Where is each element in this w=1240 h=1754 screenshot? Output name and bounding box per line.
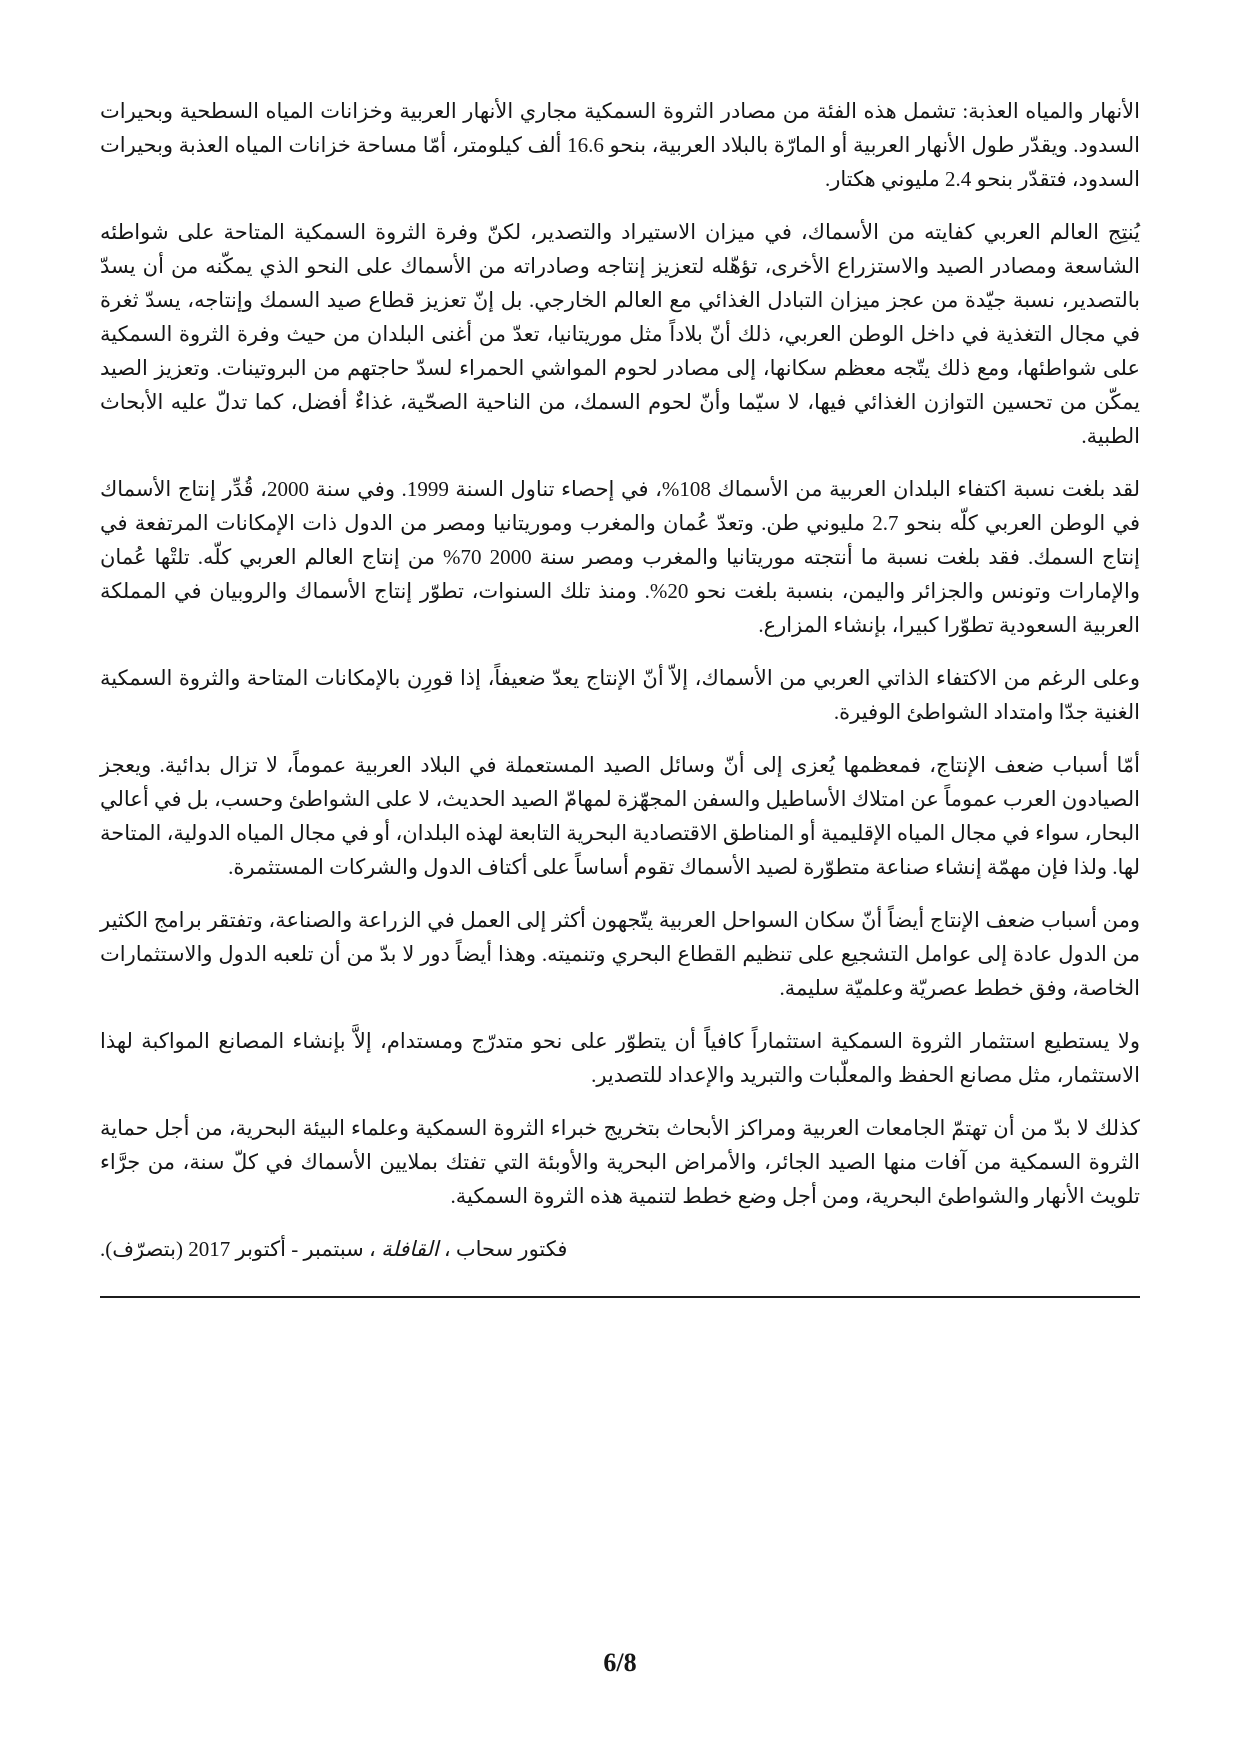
attribution-source-title: القافلة [381,1237,439,1261]
attribution-author: فكتور سحاب ، [438,1237,568,1261]
body-paragraph: يُنتِج العالم العربي كفايته من الأسماك، في ميزان الاستيراد والتصدير، لكنّ وفرة الثروة السمكية المتاحة على شواطئه الشاسعة ومصادر الصيد والاستزراع الأخرى، تؤهّله لتعزيز إنتاجه وصادراته من الأسماك على النحو الذي يمكّنه من أن يسدّ بالتصدير، نسبة جيّدة من عجز ميزان التبادل الغذائي مع العالم الخارجي. بل إنّ تعزيز قطاع صيد السمك وإنتاجه، يسدّ ثغرة في مجال التغذية في داخل الوطن العربي، ذلك أنّ بلاداً مثل موريتانيا، تعدّ من أغنى البلدان من حيث وفرة الثروة السمكية على شواطئها، ومع ذلك يتّجه معظم سكانها، إلى مصادر لحوم المواشي الحمراء لسدّ حاجتهم من البروتينات. وتعزيز الصيد يمكّن من تحسين التوازن الغذائي فيها، لا سيّما وأنّ لحوم السمك، من الناحية الصحّية، غذاءٌ أفضل، كما تدلّ عليه الأبحاث الطبية. [100,220,1140,448]
body-paragraph: ولا يستطيع استثمار الثروة السمكية استثماراً كافياً أن يتطوّر على نحو متدرّج ومستدام، إلاَّ بإنشاء المصانع المواكبة لهذا الاستثمار، مثل مصانع الحفظ والمعلّبات والتبريد والإعداد للتصدير. [100,1029,1141,1087]
body-paragraph: الأنهار والمياه العذبة: تشمل هذه الفئة من مصادر الثروة السمكية مجاري الأنهار العربية وخزانات المياه السطحية وبحيرات السدود. ويقدّر طول الأنهار العربية أو المارّة بالبلاد العربية، بنحو 16.6 ألف كيلومتر، أمّا مساحة خزانات المياه العذبة وبحيرات السدود، فتقدّر بنحو 2.4 مليوني هكتار. [100,99,1140,191]
attribution-date: ، سبتمبر - أكتوبر 2017 (بتصرّف). [100,1237,382,1261]
page-number: 6/8 [603,1648,637,1677]
body-paragraph: كذلك لا بدّ من أن تهتمّ الجامعات العربية ومراكز الأبحاث بتخريج خبراء الثروة السمكية وعلماء البيئة البحرية، من أجل حماية الثروة السمكية من آفات منها الصيد الجائر، والأمراض البحرية والأوبئة التي تفتك بملايين الأسماك في كلّ سنة، من جرَّاء تلويث الأنهار والشواطئ البحرية، ومن أجل وضع خطط لتنمية هذه الثروة السمكية. [100,1116,1140,1208]
body-paragraph: ومن أسباب ضعف الإنتاج أيضاً أنّ سكان السواحل العربية يتّجهون أكثر إلى العمل في الزراعة والصناعة، وتفتقر برامج الكثير من الدول عادة إلى عوامل التشجيع على تنظيم القطاع البحري وتنميته. وهذا أيضاً دور لا بدّ من أن تلعبه الدول والاستثمارات الخاصة، وفق خطط عصريّة وعلميّة سليمة. [100,908,1140,1000]
page-footer [0,1648,1240,1678]
footnote-divider [100,1296,1140,1298]
body-paragraph: وعلى الرغم من الاكتفاء الذاتي العربي من الأسماك، إلاّ أنّ الإنتاج يعدّ ضعيفاً، إذا قورِن بالإمكانات المتاحة والثروة السمكية الغنية جدّا وامتداد الشواطئ الوفيرة. [100,666,1140,724]
article-body [100,94,1140,1298]
body-paragraph: لقد بلغت نسبة اكتفاء البلدان العربية من الأسماك 108%، في إحصاء تناول السنة 1999. وفي سنة 2000، قُدِّر إنتاج الأسماك في الوطن العربي كلّه بنحو 2.7 مليوني طن. وتعدّ عُمان والمغرب وموريتانيا ومصر من الدول ذات الإمكانات المرتفعة في إنتاج السمك. فقد بلغت نسبة ما أنتجته موريتانيا والمغرب ومصر سنة 2000 70% من إنتاج العالم العربي كلّه. تلتْها عُمان والإمارات وتونس والجزائر واليمن، بنسبة بلغت نحو 20%. ومنذ تلك السنوات، تطوّر إنتاج الأسماك والروبيان في المملكة العربية السعودية تطوّرا كبيرا، بإنشاء المزارع. [100,477,1141,637]
attribution-line [100,1232,1140,1266]
body-paragraph: أمّا أسباب ضعف الإنتاج، فمعظمها يُعزى إلى أنّ وسائل الصيد المستعملة في البلاد العربية عموماً، لا تزال بدائية. ويعجز الصيادون العرب عموماً عن امتلاك الأساطيل والسفن المجهّزة لمهامّ الصيد الحديث، لا على الشواطئ وحسب، بل في أعالي البحار، سواء في مجال المياه الإقليمية أو المناطق الاقتصادية البحرية التابعة لهذه البلدان، أو في مجال المياه الدولية، المتاحة لها. ولذا فإن مهمّة إنشاء صناعة متطوّرة لصيد الأسماك تقوم أساساً على أكتاف الدول والشركات المستثمرة. [100,753,1140,879]
